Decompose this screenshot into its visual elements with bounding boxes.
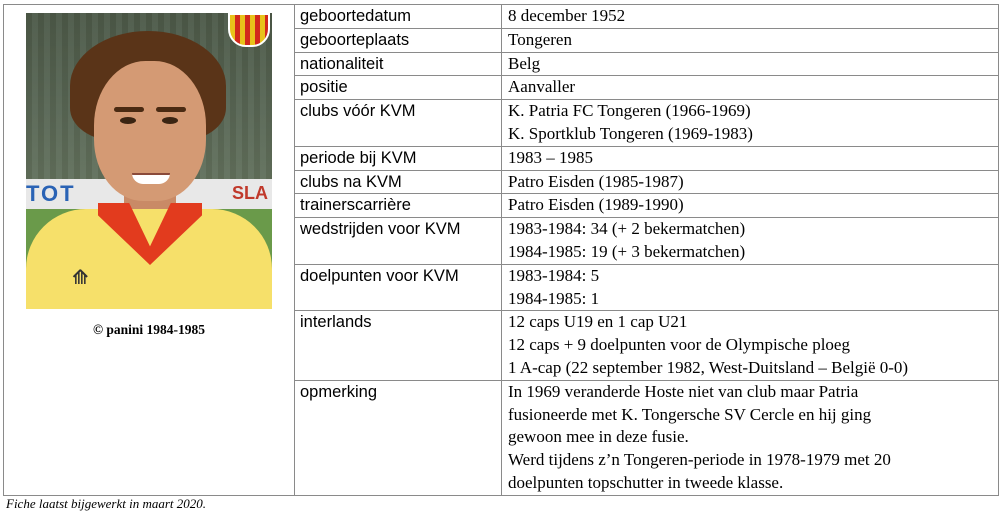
value-line: gewoon mee in deze fusie.	[508, 427, 689, 447]
value-line: 8 december 1952	[508, 6, 626, 25]
field-value	[502, 28, 999, 52]
value-line: Aanvaller	[508, 77, 576, 97]
field-label: geboortedatum	[295, 5, 502, 29]
puma-logo-icon: ⟰	[72, 265, 89, 289]
field-value	[502, 52, 999, 76]
field-value	[502, 218, 999, 265]
table-row	[4, 5, 999, 29]
club-shield-icon	[228, 13, 270, 47]
field-label: geboorteplaats	[295, 28, 502, 52]
field-label: trainerscarrière	[295, 194, 502, 218]
field-value	[502, 100, 999, 147]
field-value	[502, 146, 999, 170]
player-photo: TOT SLA ⟰	[26, 13, 272, 309]
value-line: 1984-1985: 1	[508, 288, 600, 308]
value-line: 1 A-cap (22 september 1982, West-Duitsland – België 0-0)	[508, 357, 909, 377]
field-value	[502, 5, 999, 29]
value-line: fusioneerde met K. Tongersche SV Cercle en hij ging	[508, 404, 872, 424]
value-line: 1983-1984: 34 (+ 2 bekermatchen)	[508, 219, 746, 239]
field-label: opmerking	[295, 380, 502, 495]
value-line: Tongeren	[508, 29, 572, 49]
footer-note: Fiche laatst bijgewerkt in maart 2020.	[6, 496, 207, 511]
field-value	[502, 194, 999, 218]
field-value	[502, 380, 999, 495]
value-line: In 1969 veranderde Hoste niet van club maar Patria	[508, 381, 859, 401]
value-line: Werd tijdens z’n Tongeren-periode in 1978-1979 met 20	[508, 450, 891, 470]
value-line: Patro Eisden (1989-1990)	[508, 195, 684, 215]
value-line: doelpunten topschutter in tweede klasse.	[508, 472, 784, 492]
field-label: interlands	[295, 311, 502, 380]
value-line: Belg	[508, 53, 541, 73]
field-label: nationaliteit	[295, 52, 502, 76]
value-line: 1983 – 1985	[508, 147, 593, 167]
field-value	[502, 170, 999, 194]
value-line: K. Sportklub Tongeren (1969-1983)	[508, 123, 753, 143]
field-label: wedstrijden voor KVM	[295, 218, 502, 265]
field-value	[502, 76, 999, 100]
field-label: clubs na KVM	[295, 170, 502, 194]
player-fiche-table	[3, 4, 999, 496]
field-label: positie	[295, 76, 502, 100]
value-line: Patro Eisden (1985-1987)	[508, 171, 684, 191]
value-line: K. Patria FC Tongeren (1966-1969)	[508, 101, 751, 121]
field-value	[502, 264, 999, 311]
value-line: 12 caps + 9 doelpunten voor de Olympische ploeg	[508, 335, 850, 355]
field-label: periode bij KVM	[295, 146, 502, 170]
field-label: clubs vóór KVM	[295, 100, 502, 147]
value-line: 12 caps U19 en 1 cap U21	[508, 312, 688, 332]
field-label: doelpunten voor KVM	[295, 264, 502, 311]
field-value	[502, 311, 999, 380]
value-line: 1984-1985: 19 (+ 3 bekermatchen)	[508, 241, 746, 261]
photo-caption: © panini 1984-1985	[92, 322, 206, 337]
photo-cell	[4, 5, 295, 496]
value-line: 1983-1984: 5	[508, 265, 600, 285]
